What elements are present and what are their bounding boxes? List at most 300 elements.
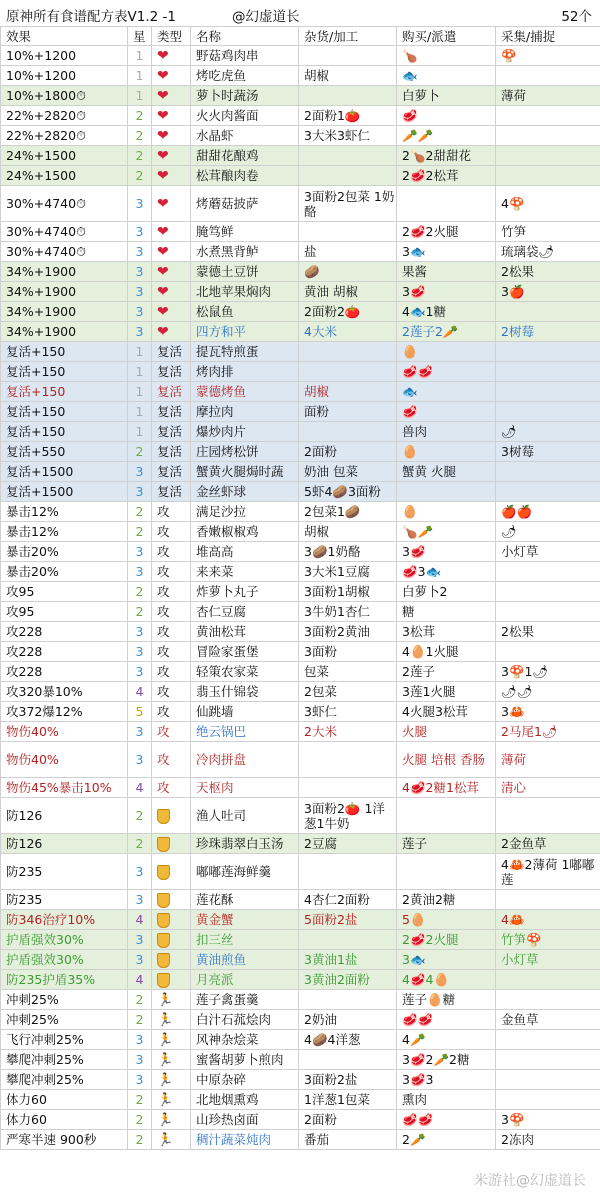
sheet-header: [0, 0, 600, 26]
star-cell: 4: [128, 910, 152, 930]
type-cell: 攻: [152, 582, 191, 602]
gather-cell: 2金鱼草: [496, 834, 600, 854]
buy-cell: 2🍗2甜甜花: [397, 146, 496, 166]
effect-cell: 复活+150: [1, 402, 128, 422]
type-cell: 攻: [152, 778, 191, 798]
effect-cell: 复活+150: [1, 342, 128, 362]
type-cell: 攻: [152, 502, 191, 522]
processed-cell: 2包菜: [299, 682, 397, 702]
name-cell: 蒙德土豆饼: [191, 262, 299, 282]
buy-cell: 糖: [397, 602, 496, 622]
recipe-row: [1, 562, 600, 582]
recipe-row: [1, 1090, 600, 1110]
processed-cell: [299, 1050, 397, 1070]
sheet-title: 原神所有食谱配方表V1.2 -1: [6, 9, 176, 25]
recipe-row: [1, 930, 600, 950]
star-cell: 3: [128, 890, 152, 910]
recipe-row: [1, 910, 600, 930]
processed-cell: 2豆腐: [299, 834, 397, 854]
gather-cell: 4🦀2薄荷 1嘟嘟莲: [496, 854, 600, 890]
processed-cell: 3面粉2盐: [299, 1070, 397, 1090]
star-cell: 3: [128, 662, 152, 682]
name-cell: 白汁石菰烩肉: [191, 1010, 299, 1030]
star-cell: 2: [128, 602, 152, 622]
buy-cell: 4🥩4🥚: [397, 970, 496, 990]
type-cell: [152, 834, 191, 854]
star-cell: 3: [128, 722, 152, 742]
star-cell: 1: [128, 422, 152, 442]
star-cell: 1: [128, 342, 152, 362]
name-cell: 蜜酱胡萝卜煎肉: [191, 1050, 299, 1070]
star-cell: 2: [128, 442, 152, 462]
star-cell: 1: [128, 46, 152, 66]
buy-cell: 白萝卜: [397, 86, 496, 106]
buy-cell: 3松茸: [397, 622, 496, 642]
buy-cell: 🍗🥕: [397, 522, 496, 542]
gather-cell: [496, 302, 600, 322]
heart-icon: ❤: [157, 223, 169, 240]
gather-cell: 3🍄1🌶: [496, 662, 600, 682]
effect-cell: 攻95: [1, 602, 128, 622]
col-processed: 杂货/加工: [299, 27, 397, 46]
recipe-row: [1, 990, 600, 1010]
recipe-table: [0, 26, 600, 1150]
gather-cell: 小灯草: [496, 950, 600, 970]
col-star: 星: [128, 27, 152, 46]
star-cell: 1: [128, 402, 152, 422]
type-cell: [152, 86, 191, 106]
effect-cell: 攻228: [1, 662, 128, 682]
type-cell: [152, 146, 191, 166]
processed-cell: 3虾仁: [299, 702, 397, 722]
star-cell: 3: [128, 242, 152, 262]
type-cell: [152, 262, 191, 282]
type-cell: 攻: [152, 682, 191, 702]
gather-cell: [496, 562, 600, 582]
recipe-row: [1, 582, 600, 602]
name-cell: 腌笃鲜: [191, 222, 299, 242]
processed-cell: [299, 146, 397, 166]
type-cell: 攻: [152, 522, 191, 542]
star-cell: 3: [128, 562, 152, 582]
author-handle: @幻虚道长: [232, 9, 300, 25]
name-cell: 野菇鸡肉串: [191, 46, 299, 66]
gather-cell: [496, 798, 600, 834]
gather-cell: 3树莓: [496, 442, 600, 462]
effect-cell: 10%+1200: [1, 46, 128, 66]
type-cell: 攻: [152, 702, 191, 722]
gather-cell: [496, 482, 600, 502]
buy-cell: 2🥕: [397, 1130, 496, 1150]
star-cell: 4: [128, 970, 152, 990]
star-cell: 3: [128, 262, 152, 282]
shield-icon: [157, 913, 170, 928]
buy-cell: [397, 482, 496, 502]
name-cell: 满足沙拉: [191, 502, 299, 522]
buy-cell: 3🐟: [397, 950, 496, 970]
name-cell: 扣三丝: [191, 930, 299, 950]
name-cell: 蟹黄火腿焗时蔬: [191, 462, 299, 482]
recipe-row: [1, 86, 600, 106]
star-cell: 2: [128, 798, 152, 834]
effect-cell: 22%+2820⏱: [1, 126, 128, 146]
type-cell: [152, 106, 191, 126]
type-cell: [152, 854, 191, 890]
recipe-row: [1, 502, 600, 522]
name-cell: 莲花酥: [191, 890, 299, 910]
buy-cell: 🥚: [397, 502, 496, 522]
col-type: 类型: [152, 27, 191, 46]
effect-cell: 10%+1800⏱: [1, 86, 128, 106]
buy-cell: 2莲子: [397, 662, 496, 682]
processed-cell: 3面粉2包菜 1奶酪: [299, 186, 397, 222]
effect-cell: 复活+150: [1, 422, 128, 442]
runner-icon: 🏃: [157, 1092, 174, 1108]
effect-cell: 暴击20%: [1, 542, 128, 562]
type-cell: 复活: [152, 402, 191, 422]
name-cell: 来来菜: [191, 562, 299, 582]
name-cell: 香嫩椒椒鸡: [191, 522, 299, 542]
star-cell: 2: [128, 126, 152, 146]
recipe-row: [1, 890, 600, 910]
name-cell: 天枢肉: [191, 778, 299, 798]
name-cell: 水晶虾: [191, 126, 299, 146]
runner-icon: 🏃: [157, 1012, 174, 1028]
effect-cell: 22%+2820⏱: [1, 106, 128, 126]
buy-cell: 3🥩: [397, 542, 496, 562]
effect-cell: 防235: [1, 854, 128, 890]
processed-cell: 2大米: [299, 722, 397, 742]
star-cell: 3: [128, 1050, 152, 1070]
name-cell: 杏仁豆腐: [191, 602, 299, 622]
effect-cell: 30%+4740⏱: [1, 222, 128, 242]
gather-cell: [496, 1090, 600, 1110]
heart-icon: ❤: [157, 243, 169, 260]
buy-cell: 🥩🥩: [397, 1110, 496, 1130]
name-cell: 翡玉什锦袋: [191, 682, 299, 702]
name-cell: 北地烟熏鸡: [191, 1090, 299, 1110]
name-cell: 黄油煎鱼: [191, 950, 299, 970]
heart-icon: ❤: [157, 107, 169, 124]
buy-cell: 🥩3🐟: [397, 562, 496, 582]
name-cell: 金丝虾球: [191, 482, 299, 502]
recipe-row: [1, 702, 600, 722]
processed-cell: [299, 86, 397, 106]
effect-cell: 24%+1500: [1, 166, 128, 186]
shield-icon: [157, 809, 170, 824]
effect-cell: 攻228: [1, 622, 128, 642]
gather-cell: [496, 166, 600, 186]
recipe-row: [1, 682, 600, 702]
gather-cell: [496, 402, 600, 422]
gather-cell: [496, 1050, 600, 1070]
processed-cell: [299, 422, 397, 442]
heart-icon: ❤: [157, 147, 169, 164]
recipe-row: [1, 1130, 600, 1150]
processed-cell: 包菜: [299, 662, 397, 682]
buy-cell: 3🥩2🥕2糖: [397, 1050, 496, 1070]
name-cell: 珍珠翡翠白玉汤: [191, 834, 299, 854]
name-cell: 冒险家蛋堡: [191, 642, 299, 662]
star-cell: 3: [128, 302, 152, 322]
type-cell: [152, 322, 191, 342]
effect-cell: 物伤45%暴击10%: [1, 778, 128, 798]
gather-cell: 清心: [496, 778, 600, 798]
name-cell: 北地苹果焖肉: [191, 282, 299, 302]
name-cell: 爆炒肉片: [191, 422, 299, 442]
shield-icon: [157, 837, 170, 852]
type-cell: [152, 282, 191, 302]
recipe-row: [1, 1050, 600, 1070]
star-cell: 3: [128, 222, 152, 242]
star-cell: 1: [128, 66, 152, 86]
effect-cell: 飞行冲刺25%: [1, 1030, 128, 1050]
gather-cell: [496, 1070, 600, 1090]
star-cell: 3: [128, 622, 152, 642]
processed-cell: 2面粉: [299, 442, 397, 462]
buy-cell: 🥩: [397, 106, 496, 126]
recipe-row: [1, 402, 600, 422]
processed-cell: 3面粉1胡椒: [299, 582, 397, 602]
name-cell: 轻策农家菜: [191, 662, 299, 682]
processed-cell: 3大米1豆腐: [299, 562, 397, 582]
heart-icon: ❤: [157, 323, 169, 340]
star-cell: 4: [128, 778, 152, 798]
star-cell: 2: [128, 106, 152, 126]
star-cell: 2: [128, 1130, 152, 1150]
effect-cell: 复活+1500: [1, 462, 128, 482]
type-cell: 攻: [152, 542, 191, 562]
col-name: 名称: [191, 27, 299, 46]
star-cell: 5: [128, 702, 152, 722]
gather-cell: 🍎🍎: [496, 502, 600, 522]
heart-icon: ❤: [157, 283, 169, 300]
name-cell: 炸萝卜丸子: [191, 582, 299, 602]
name-cell: 烤蘑菇披萨: [191, 186, 299, 222]
gather-cell: 3🦀: [496, 702, 600, 722]
type-cell: [152, 1050, 191, 1070]
type-cell: [152, 950, 191, 970]
gather-cell: [496, 970, 600, 990]
recipe-row: [1, 146, 600, 166]
effect-cell: 34%+1900: [1, 282, 128, 302]
heart-icon: ❤: [157, 67, 169, 84]
recipe-row: [1, 46, 600, 66]
processed-cell: [299, 990, 397, 1010]
name-cell: 四方和平: [191, 322, 299, 342]
gather-cell: 琉璃袋🌶: [496, 242, 600, 262]
recipe-row: [1, 854, 600, 890]
effect-cell: 攻95: [1, 582, 128, 602]
gather-cell: 3🍄: [496, 1110, 600, 1130]
processed-cell: 3面粉2黄油: [299, 622, 397, 642]
effect-cell: 暴击20%: [1, 562, 128, 582]
heart-icon: ❤: [157, 127, 169, 144]
name-cell: 莲子禽蛋羹: [191, 990, 299, 1010]
col-buy: 购买/派遣: [397, 27, 496, 46]
star-cell: 2: [128, 990, 152, 1010]
processed-cell: 4大米: [299, 322, 397, 342]
recipe-row: [1, 106, 600, 126]
buy-cell: 兽肉: [397, 422, 496, 442]
type-cell: [152, 126, 191, 146]
processed-cell: [299, 46, 397, 66]
recipe-row: [1, 282, 600, 302]
buy-cell: 2🥩2火腿: [397, 930, 496, 950]
buy-cell: 🍗: [397, 46, 496, 66]
type-cell: [152, 970, 191, 990]
star-cell: 2: [128, 1090, 152, 1110]
gather-cell: 小灯草: [496, 542, 600, 562]
star-cell: 3: [128, 1070, 152, 1090]
processed-cell: 3面粉2🍅 1洋葱1牛奶: [299, 798, 397, 834]
gather-cell: 2松果: [496, 622, 600, 642]
buy-cell: 3🐟: [397, 242, 496, 262]
type-cell: [152, 990, 191, 1010]
star-cell: 2: [128, 522, 152, 542]
recipe-row: [1, 642, 600, 662]
col-effect: 效果: [1, 27, 128, 46]
buy-cell: 蟹黄 火腿: [397, 462, 496, 482]
processed-cell: 2包菜1🥔: [299, 502, 397, 522]
heart-icon: ❤: [157, 167, 169, 184]
name-cell: 冷肉拼盘: [191, 742, 299, 778]
name-cell: 黄金蟹: [191, 910, 299, 930]
heart-icon: ❤: [157, 195, 169, 212]
recipe-row: [1, 302, 600, 322]
gather-cell: 竹笋🍄: [496, 930, 600, 950]
gather-cell: 2松果: [496, 262, 600, 282]
effect-cell: 严寒半速 900秒: [1, 1130, 128, 1150]
processed-cell: 4🥔4洋葱: [299, 1030, 397, 1050]
recipe-row: [1, 798, 600, 834]
processed-cell: 🥔: [299, 262, 397, 282]
type-cell: 攻: [152, 622, 191, 642]
star-cell: 3: [128, 482, 152, 502]
processed-cell: 5面粉2盐: [299, 910, 397, 930]
gather-cell: [496, 342, 600, 362]
recipe-row: [1, 834, 600, 854]
effect-cell: 冲刺25%: [1, 990, 128, 1010]
effect-cell: 30%+4740⏱: [1, 242, 128, 262]
recipe-row: [1, 742, 600, 778]
type-cell: [152, 166, 191, 186]
effect-cell: 防235护盾35%: [1, 970, 128, 990]
buy-cell: 莲子🥚糖: [397, 990, 496, 1010]
heart-icon: ❤: [157, 263, 169, 280]
star-cell: 2: [128, 1110, 152, 1130]
gather-cell: 🍄: [496, 46, 600, 66]
star-cell: 3: [128, 930, 152, 950]
type-cell: [152, 242, 191, 262]
buy-cell: 2黄油2糖: [397, 890, 496, 910]
type-cell: 复活: [152, 362, 191, 382]
name-cell: 水煮黑背鲈: [191, 242, 299, 262]
table-body: [1, 46, 600, 1150]
runner-icon: 🏃: [157, 1052, 174, 1068]
shield-icon: [157, 953, 170, 968]
name-cell: 提瓦特煎蛋: [191, 342, 299, 362]
star-cell: 2: [128, 1010, 152, 1030]
recipe-row: [1, 126, 600, 146]
type-cell: 复活: [152, 342, 191, 362]
gather-cell: 4🦀: [496, 910, 600, 930]
processed-cell: [299, 166, 397, 186]
recipe-row: [1, 778, 600, 798]
star-cell: 1: [128, 382, 152, 402]
effect-cell: 攻228: [1, 642, 128, 662]
type-cell: 复活: [152, 422, 191, 442]
recipe-row: [1, 66, 600, 86]
effect-cell: 34%+1900: [1, 262, 128, 282]
processed-cell: 胡椒: [299, 382, 397, 402]
buy-cell: 莲子: [397, 834, 496, 854]
type-cell: [152, 1130, 191, 1150]
star-cell: 4: [128, 682, 152, 702]
recipe-row: [1, 1030, 600, 1050]
gather-cell: 3🍎: [496, 282, 600, 302]
type-cell: [152, 1030, 191, 1050]
processed-cell: 胡椒: [299, 66, 397, 86]
type-cell: [152, 1010, 191, 1030]
shield-icon: [157, 973, 170, 988]
processed-cell: 3黄油1盐: [299, 950, 397, 970]
effect-cell: 攀爬冲刺25%: [1, 1050, 128, 1070]
star-cell: 3: [128, 462, 152, 482]
gather-cell: 2冻肉: [496, 1130, 600, 1150]
recipe-row: [1, 262, 600, 282]
star-cell: 3: [128, 322, 152, 342]
processed-cell: 4杏仁2面粉: [299, 890, 397, 910]
heart-icon: ❤: [157, 87, 169, 104]
type-cell: [152, 890, 191, 910]
effect-cell: 暴击12%: [1, 502, 128, 522]
buy-cell: [397, 186, 496, 222]
processed-cell: [299, 778, 397, 798]
gather-cell: [496, 462, 600, 482]
gather-cell: 2树莓: [496, 322, 600, 342]
star-cell: 1: [128, 362, 152, 382]
processed-cell: [299, 854, 397, 890]
type-cell: [152, 66, 191, 86]
name-cell: 堆高高: [191, 542, 299, 562]
gather-cell: [496, 146, 600, 166]
name-cell: 甜甜花酿鸡: [191, 146, 299, 166]
processed-cell: [299, 742, 397, 778]
effect-cell: 34%+1900: [1, 322, 128, 342]
recipe-row: [1, 186, 600, 222]
effect-cell: 防235: [1, 890, 128, 910]
recipe-row: [1, 362, 600, 382]
star-cell: 3: [128, 282, 152, 302]
star-cell: 2: [128, 582, 152, 602]
type-cell: 攻: [152, 562, 191, 582]
gather-cell: [496, 382, 600, 402]
gather-cell: 金鱼草: [496, 1010, 600, 1030]
type-cell: [152, 910, 191, 930]
effect-cell: 体力60: [1, 1110, 128, 1130]
processed-cell: 3黄油2面粉: [299, 970, 397, 990]
runner-icon: 🏃: [157, 1112, 174, 1128]
gather-cell: 2马尾1🌶: [496, 722, 600, 742]
type-cell: 复活: [152, 442, 191, 462]
effect-cell: 30%+4740⏱: [1, 186, 128, 222]
gather-cell: [496, 642, 600, 662]
runner-icon: 🏃: [157, 992, 174, 1008]
gather-cell: 🌶: [496, 422, 600, 442]
type-cell: 复活: [152, 482, 191, 502]
star-cell: 3: [128, 1030, 152, 1050]
